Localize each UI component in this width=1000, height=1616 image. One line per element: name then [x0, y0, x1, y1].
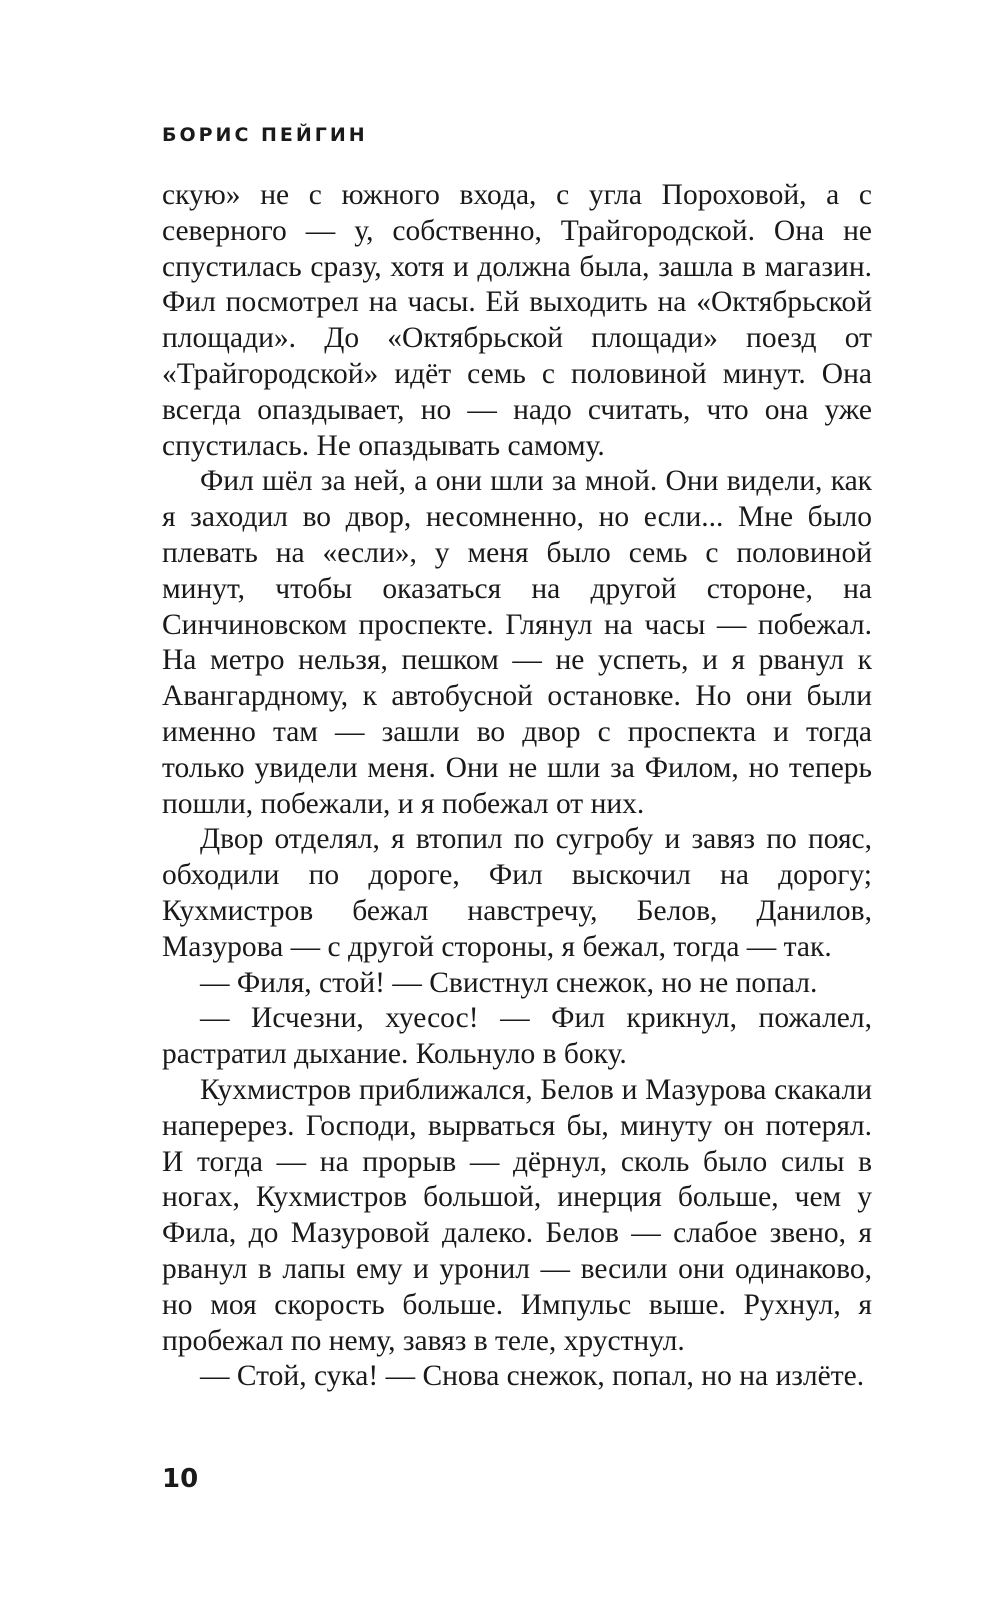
paragraph: — Исчезни, хуесос! — Фил крикнул, пожалел, растратил дыхание. Кольнуло в боку. [162, 1002, 872, 1071]
paragraph: Двор отделял, я втопил по сугробу и завяз по пояс, обходили по дороге, Фил выскочил на дорогу; Кухмистров бежал навстречу, Белов, Данилов, Мазурова — с другой стороны, я бежал, тогда — так. [162, 823, 872, 963]
page-number: 10 [162, 1464, 199, 1494]
paragraph: — Стой, сука! — Снова снежок, попал, но на излёте. [200, 1360, 865, 1393]
paragraph: Кухмистров приближался, Белов и Мазурова скакали наперерез. Господи, вырваться бы, минуту он потерял. И тогда — на прорыв — дёрнул, сколь было силы в ногах, Кухмистров большой, инерция больше, чем у Фила, до Мазуровой далеко. Белов — слабое звено, я рванул в лапы ему и уронил — весили они одинаково, но моя скорость больше. Импульс выше. Рухнул, я пробежал по нему, завяз в теле, хрустнул. [162, 1073, 872, 1357]
body-text [162, 178, 872, 1395]
paragraph: — Филя, стой! — Свистнул снежок, но не попал. [200, 966, 818, 999]
running-head-author: БОРИС ПЕЙГИН [162, 124, 368, 146]
paragraph: скую» не с южного входа, с угла Пороховой, а с северного — у, собственно, Трайгородской. Она не спустилась сразу, хотя и должна была, зашла в магазин. Фил посмотрел на часы. Ей выходить на «Октябрьской площади». До «Октябрьской площади» поезд от «Трайгородской» идёт семь с половиной минут. Она всегда опаздывает, но — надо считать, что она уже спустилась. Не опаздывать самому. [162, 179, 872, 462]
paragraph: Фил шёл за ней, а они шли за мной. Они видели, как я заходил во двор, несомненно, но если... Мне было плевать на «если», у меня было семь с половиной минут, чтобы оказаться на другой стороне, на Синчиновском проспекте. Глянул на часы — побежал. На метро нельзя, пешком — не успеть, и я рванул к Авангардному, к автобусной остановке. Но они были именно там — зашли во двор с проспекта и тогда только увидели меня. Они не шли за Филом, но теперь пошли, побежали, и я побежал от них. [162, 465, 872, 820]
